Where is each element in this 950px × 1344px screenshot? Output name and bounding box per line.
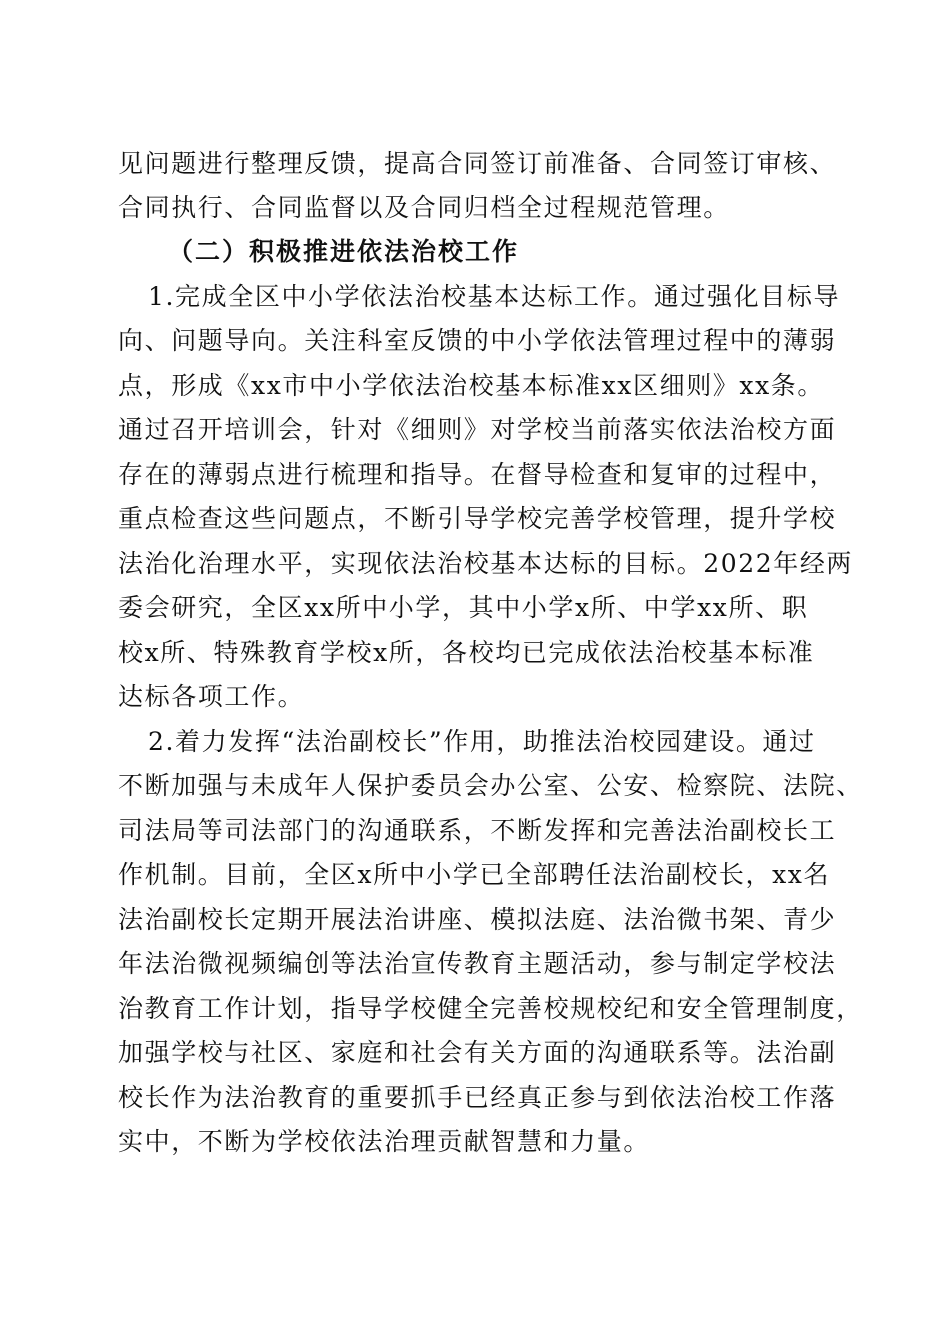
paragraph-line: 2.着力发挥“法治副校长”作用，助推法治校园建设。通过 <box>148 727 816 756</box>
paragraph-line: 不断加强与未成年人保护委员会办公室、公安、检察院、法院、 <box>118 771 863 800</box>
paragraph-line: 作机制。目前，全区x所中小学已全部聘任法治副校长，xx名 <box>118 860 831 889</box>
paragraph-line: 通过召开培训会，针对《细则》对学校当前落实依法治校方面 <box>118 415 837 444</box>
paragraph-line: 校长作为法治教育的重要抓手已经真正参与到依法治校工作落 <box>118 1083 837 1112</box>
paragraph-line: 合同执行、合同监督以及合同归档全过程规范管理。 <box>118 193 730 222</box>
paragraph-line: 治教育工作计划，指导学校健全完善校规校纪和安全管理制度， <box>118 994 863 1023</box>
paragraph-line: 见问题进行整理反馈，提高合同签订前准备、合同签订审核、 <box>118 149 837 178</box>
paragraph-line: 委会研究，全区xx所中小学，其中小学x所、中学xx所、职 <box>118 593 809 622</box>
paragraph-line: 司法局等司法部门的沟通联系，不断发挥和完善法治副校长工 <box>118 816 837 845</box>
paragraph-line: 法治化治理水平，实现依法治校基本达标的目标。2022年经两 <box>118 549 854 578</box>
paragraph-line: 年法治微视频编创等法治宣传教育主题活动，参与制定学校法 <box>118 949 837 978</box>
paragraph-line: 实中，不断为学校依法治理贡献智慧和力量。 <box>118 1127 651 1156</box>
paragraph-line: 达标各项工作。 <box>118 682 305 711</box>
paragraph-line: 加强学校与社区、家庭和社会有关方面的沟通联系等。法治副 <box>118 1038 837 1067</box>
paragraph-line: 重点检查这些问题点，不断引导学校完善学校管理，提升学校 <box>118 504 837 533</box>
paragraph-line: 存在的薄弱点进行梳理和指导。在督导检查和复审的过程中， <box>118 460 837 489</box>
section-heading: （二）积极推进依法治校工作 <box>168 237 520 266</box>
paragraph-line: 校x所、特殊教育学校x所，各校均已完成依法治校基本标准 <box>118 638 815 667</box>
paragraph-line: 法治副校长定期开展法治讲座、模拟法庭、法治微书架、青少 <box>118 905 837 934</box>
paragraph-line: 向、问题导向。关注科室反馈的中小学依法管理过程中的薄弱 <box>118 326 837 355</box>
paragraph-line: 1.完成全区中小学依法治校基本达标工作。通过强化目标导 <box>148 282 841 311</box>
paragraph-line: 点，形成《xx市中小学依法治校基本标准xx区细则》xx条。 <box>118 371 824 400</box>
